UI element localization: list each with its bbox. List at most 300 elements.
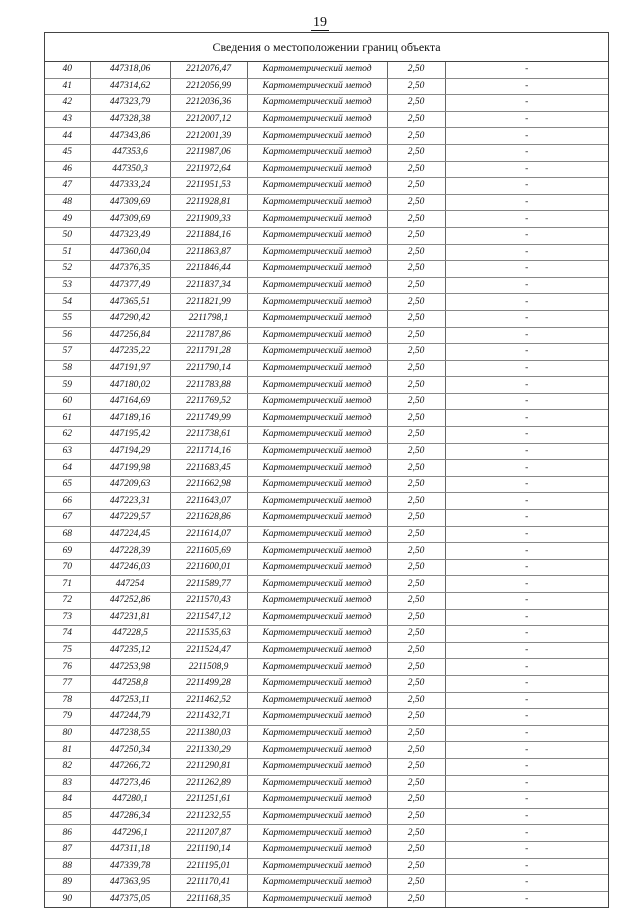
method-cell: Картометрический метод [247,78,387,95]
x-coordinate-cell: 447296,1 [90,825,170,842]
description-cell: - [445,310,608,327]
description-cell: - [445,294,608,311]
y-coordinate-cell: 2211499,28 [170,675,247,692]
table-row [45,443,608,460]
method-cell: Картометрический метод [247,775,387,792]
accuracy-cell: 2,50 [387,393,445,410]
y-coordinate-cell: 2211605,69 [170,543,247,560]
point-number-cell: 69 [45,543,90,560]
x-coordinate-cell: 447224,45 [90,526,170,543]
method-cell: Картометрический метод [247,344,387,361]
table-row [45,144,608,161]
description-cell: - [445,493,608,510]
coordinates-table-body [45,62,608,907]
x-coordinate-cell: 447195,42 [90,427,170,444]
accuracy-cell: 2,50 [387,775,445,792]
table-row [45,344,608,361]
y-coordinate-cell: 2211170,41 [170,875,247,892]
method-cell: Картометрический метод [247,709,387,726]
y-coordinate-cell: 2211643,07 [170,493,247,510]
table-row [45,593,608,610]
accuracy-cell: 2,50 [387,543,445,560]
method-cell: Картометрический метод [247,725,387,742]
table-row [45,559,608,576]
accuracy-cell: 2,50 [387,62,445,78]
table-title: Сведения о местоположении границ объекта [45,33,608,62]
table-row [45,62,608,78]
point-number-cell: 61 [45,410,90,427]
accuracy-cell: 2,50 [387,808,445,825]
y-coordinate-cell: 2211863,87 [170,244,247,261]
accuracy-cell: 2,50 [387,825,445,842]
coordinates-table [45,62,608,907]
accuracy-cell: 2,50 [387,476,445,493]
description-cell: - [445,742,608,759]
y-coordinate-cell: 2211928,81 [170,194,247,211]
table-row [45,493,608,510]
accuracy-cell: 2,50 [387,360,445,377]
description-cell: - [445,211,608,228]
description-cell: - [445,277,608,294]
accuracy-cell: 2,50 [387,725,445,742]
y-coordinate-cell: 2211821,99 [170,294,247,311]
method-cell: Картометрический метод [247,128,387,145]
x-coordinate-cell: 447266,72 [90,758,170,775]
x-coordinate-cell: 447333,24 [90,178,170,195]
description-cell: - [445,576,608,593]
description-cell: - [445,758,608,775]
accuracy-cell: 2,50 [387,194,445,211]
y-coordinate-cell: 2211798,1 [170,310,247,327]
table-row [45,659,608,676]
method-cell: Картометрический метод [247,692,387,709]
y-coordinate-cell: 2211547,12 [170,609,247,626]
table-row [45,675,608,692]
accuracy-cell: 2,50 [387,78,445,95]
accuracy-cell: 2,50 [387,493,445,510]
accuracy-cell: 2,50 [387,758,445,775]
method-cell: Картометрический метод [247,460,387,477]
accuracy-cell: 2,50 [387,792,445,809]
table-row [45,227,608,244]
x-coordinate-cell: 447309,69 [90,211,170,228]
y-coordinate-cell: 2211787,86 [170,327,247,344]
x-coordinate-cell: 447252,86 [90,593,170,610]
point-number-cell: 60 [45,393,90,410]
point-number-cell: 40 [45,62,90,78]
table-row [45,327,608,344]
point-number-cell: 43 [45,111,90,128]
x-coordinate-cell: 447253,11 [90,692,170,709]
y-coordinate-cell: 2211207,87 [170,825,247,842]
description-cell: - [445,526,608,543]
y-coordinate-cell: 2211535,63 [170,626,247,643]
point-number-cell: 88 [45,858,90,875]
accuracy-cell: 2,50 [387,709,445,726]
x-coordinate-cell: 447164,69 [90,393,170,410]
x-coordinate-cell: 447235,22 [90,344,170,361]
table-row [45,476,608,493]
x-coordinate-cell: 447189,16 [90,410,170,427]
description-cell: - [445,609,608,626]
accuracy-cell: 2,50 [387,178,445,195]
method-cell: Картометрический метод [247,277,387,294]
method-cell: Картометрический метод [247,111,387,128]
x-coordinate-cell: 447375,05 [90,891,170,907]
y-coordinate-cell: 2211432,71 [170,709,247,726]
point-number-cell: 79 [45,709,90,726]
table-row [45,393,608,410]
point-number-cell: 44 [45,128,90,145]
table-row [45,792,608,809]
accuracy-cell: 2,50 [387,675,445,692]
method-cell: Картометрический метод [247,626,387,643]
x-coordinate-cell: 447377,49 [90,277,170,294]
point-number-cell: 84 [45,792,90,809]
table-row [45,808,608,825]
method-cell: Картометрический метод [247,742,387,759]
page-number [0,15,640,31]
method-cell: Картометрический метод [247,327,387,344]
point-number-cell: 54 [45,294,90,311]
x-coordinate-cell: 447363,95 [90,875,170,892]
description-cell: - [445,393,608,410]
accuracy-cell: 2,50 [387,310,445,327]
y-coordinate-cell: 2211909,33 [170,211,247,228]
accuracy-cell: 2,50 [387,294,445,311]
method-cell: Картометрический метод [247,758,387,775]
accuracy-cell: 2,50 [387,410,445,427]
x-coordinate-cell: 447353,6 [90,144,170,161]
description-cell: - [445,78,608,95]
y-coordinate-cell: 2211662,98 [170,476,247,493]
table-row [45,742,608,759]
accuracy-cell: 2,50 [387,377,445,394]
point-number-cell: 42 [45,95,90,112]
table-row [45,427,608,444]
accuracy-cell: 2,50 [387,161,445,178]
description-cell: - [445,692,608,709]
point-number-cell: 83 [45,775,90,792]
method-cell: Картометрический метод [247,526,387,543]
y-coordinate-cell: 2211683,45 [170,460,247,477]
table-row [45,244,608,261]
point-number-cell: 52 [45,261,90,278]
accuracy-cell: 2,50 [387,626,445,643]
y-coordinate-cell: 2211168,35 [170,891,247,907]
method-cell: Картометрический метод [247,891,387,907]
table-row [45,377,608,394]
description-cell: - [445,360,608,377]
point-number-cell: 74 [45,626,90,643]
method-cell: Картометрический метод [247,493,387,510]
point-number-cell: 63 [45,443,90,460]
method-cell: Картометрический метод [247,825,387,842]
point-number-cell: 80 [45,725,90,742]
table-row [45,510,608,527]
x-coordinate-cell: 447238,55 [90,725,170,742]
accuracy-cell: 2,50 [387,144,445,161]
point-number-cell: 90 [45,891,90,907]
x-coordinate-cell: 447273,46 [90,775,170,792]
method-cell: Картометрический метод [247,427,387,444]
accuracy-cell: 2,50 [387,609,445,626]
table-row [45,310,608,327]
point-number-cell: 85 [45,808,90,825]
description-cell: - [445,178,608,195]
accuracy-cell: 2,50 [387,642,445,659]
table-row [45,128,608,145]
x-coordinate-cell: 447229,57 [90,510,170,527]
method-cell: Картометрический метод [247,310,387,327]
description-cell: - [445,808,608,825]
method-cell: Картометрический метод [247,95,387,112]
y-coordinate-cell: 2212036,36 [170,95,247,112]
point-number-cell: 50 [45,227,90,244]
table-row [45,460,608,477]
y-coordinate-cell: 2211330,29 [170,742,247,759]
point-number-cell: 68 [45,526,90,543]
y-coordinate-cell: 2211195,01 [170,858,247,875]
x-coordinate-cell: 447350,3 [90,161,170,178]
accuracy-cell: 2,50 [387,227,445,244]
y-coordinate-cell: 2211570,43 [170,593,247,610]
table-row [45,758,608,775]
method-cell: Картометрический метод [247,244,387,261]
x-coordinate-cell: 447280,1 [90,792,170,809]
table-row [45,725,608,742]
x-coordinate-cell: 447339,78 [90,858,170,875]
point-number-cell: 72 [45,593,90,610]
method-cell: Картометрический метод [247,858,387,875]
description-cell: - [445,725,608,742]
table-row [45,858,608,875]
table-row [45,111,608,128]
y-coordinate-cell: 2211987,06 [170,144,247,161]
accuracy-cell: 2,50 [387,111,445,128]
x-coordinate-cell: 447246,03 [90,559,170,576]
table-row [45,410,608,427]
method-cell: Картометрический метод [247,841,387,858]
x-coordinate-cell: 447318,06 [90,62,170,78]
point-number-cell: 66 [45,493,90,510]
description-cell: - [445,775,608,792]
description-cell: - [445,841,608,858]
point-number-cell: 73 [45,609,90,626]
method-cell: Картометрический метод [247,609,387,626]
point-number-cell: 58 [45,360,90,377]
y-coordinate-cell: 2211790,14 [170,360,247,377]
point-number-cell: 55 [45,310,90,327]
method-cell: Картометрический метод [247,593,387,610]
table-row [45,609,608,626]
description-cell: - [445,344,608,361]
point-number-cell: 75 [45,642,90,659]
x-coordinate-cell: 447290,42 [90,310,170,327]
accuracy-cell: 2,50 [387,95,445,112]
x-coordinate-cell: 447258,8 [90,675,170,692]
x-coordinate-cell: 447223,31 [90,493,170,510]
table-row [45,825,608,842]
description-cell: - [445,476,608,493]
point-number-cell: 57 [45,344,90,361]
y-coordinate-cell: 2211251,61 [170,792,247,809]
table-row [45,211,608,228]
point-number-cell: 47 [45,178,90,195]
method-cell: Картометрический метод [247,808,387,825]
description-cell: - [445,559,608,576]
point-number-cell: 76 [45,659,90,676]
point-number-cell: 59 [45,377,90,394]
accuracy-cell: 2,50 [387,875,445,892]
description-cell: - [445,510,608,527]
accuracy-cell: 2,50 [387,327,445,344]
x-coordinate-cell: 447244,79 [90,709,170,726]
table-row [45,178,608,195]
accuracy-cell: 2,50 [387,692,445,709]
accuracy-cell: 2,50 [387,261,445,278]
description-cell: - [445,443,608,460]
y-coordinate-cell: 2211262,89 [170,775,247,792]
x-coordinate-cell: 447250,34 [90,742,170,759]
x-coordinate-cell: 447376,35 [90,261,170,278]
x-coordinate-cell: 447323,49 [90,227,170,244]
description-cell: - [445,128,608,145]
method-cell: Картометрический метод [247,227,387,244]
point-number-cell: 87 [45,841,90,858]
table-row [45,775,608,792]
description-cell: - [445,460,608,477]
accuracy-cell: 2,50 [387,443,445,460]
x-coordinate-cell: 447365,51 [90,294,170,311]
accuracy-cell: 2,50 [387,841,445,858]
y-coordinate-cell: 2211380,03 [170,725,247,742]
description-cell: - [445,111,608,128]
y-coordinate-cell: 2211714,16 [170,443,247,460]
table-row [45,526,608,543]
y-coordinate-cell: 2211791,28 [170,344,247,361]
table-row [45,161,608,178]
accuracy-cell: 2,50 [387,427,445,444]
accuracy-cell: 2,50 [387,659,445,676]
point-number-cell: 41 [45,78,90,95]
method-cell: Картометрический метод [247,543,387,560]
x-coordinate-cell: 447253,98 [90,659,170,676]
x-coordinate-cell: 447191,97 [90,360,170,377]
y-coordinate-cell: 2211884,16 [170,227,247,244]
y-coordinate-cell: 2212056,99 [170,78,247,95]
y-coordinate-cell: 2211837,34 [170,277,247,294]
x-coordinate-cell: 447311,18 [90,841,170,858]
y-coordinate-cell: 2211614,07 [170,526,247,543]
x-coordinate-cell: 447235,12 [90,642,170,659]
y-coordinate-cell: 2211508,9 [170,659,247,676]
table-row [45,692,608,709]
table-row [45,576,608,593]
point-number-cell: 67 [45,510,90,527]
x-coordinate-cell: 447194,29 [90,443,170,460]
description-cell: - [445,261,608,278]
y-coordinate-cell: 2211600,01 [170,559,247,576]
description-cell: - [445,709,608,726]
description-cell: - [445,62,608,78]
x-coordinate-cell: 447343,86 [90,128,170,145]
accuracy-cell: 2,50 [387,510,445,527]
description-cell: - [445,675,608,692]
point-number-cell: 65 [45,476,90,493]
y-coordinate-cell: 2211628,86 [170,510,247,527]
description-cell: - [445,95,608,112]
method-cell: Картометрический метод [247,360,387,377]
table-row [45,841,608,858]
page-number-text: 19 [313,15,327,30]
method-cell: Картометрический метод [247,161,387,178]
method-cell: Картометрический метод [247,675,387,692]
description-cell: - [445,626,608,643]
x-coordinate-cell: 447180,02 [90,377,170,394]
x-coordinate-cell: 447286,34 [90,808,170,825]
method-cell: Картометрический метод [247,559,387,576]
x-coordinate-cell: 447309,69 [90,194,170,211]
description-cell: - [445,858,608,875]
point-number-cell: 56 [45,327,90,344]
method-cell: Картометрический метод [247,576,387,593]
y-coordinate-cell: 2212076,47 [170,62,247,78]
description-cell: - [445,410,608,427]
boundary-table-frame [44,32,609,908]
y-coordinate-cell: 2211846,44 [170,261,247,278]
description-cell: - [445,543,608,560]
point-number-cell: 82 [45,758,90,775]
accuracy-cell: 2,50 [387,344,445,361]
description-cell: - [445,244,608,261]
point-number-cell: 86 [45,825,90,842]
method-cell: Картометрический метод [247,194,387,211]
point-number-cell: 81 [45,742,90,759]
method-cell: Картометрический метод [247,642,387,659]
method-cell: Картометрический метод [247,476,387,493]
table-row [45,95,608,112]
point-number-cell: 48 [45,194,90,211]
method-cell: Картометрический метод [247,410,387,427]
description-cell: - [445,875,608,892]
x-coordinate-cell: 447328,38 [90,111,170,128]
point-number-cell: 64 [45,460,90,477]
x-coordinate-cell: 447228,39 [90,543,170,560]
y-coordinate-cell: 2211232,55 [170,808,247,825]
x-coordinate-cell: 447228,5 [90,626,170,643]
description-cell: - [445,792,608,809]
description-cell: - [445,427,608,444]
method-cell: Картометрический метод [247,144,387,161]
y-coordinate-cell: 2211769,52 [170,393,247,410]
accuracy-cell: 2,50 [387,576,445,593]
description-cell: - [445,377,608,394]
point-number-cell: 45 [45,144,90,161]
y-coordinate-cell: 2212007,12 [170,111,247,128]
x-coordinate-cell: 447209,63 [90,476,170,493]
y-coordinate-cell: 2211972,64 [170,161,247,178]
y-coordinate-cell: 2211738,61 [170,427,247,444]
method-cell: Картометрический метод [247,211,387,228]
accuracy-cell: 2,50 [387,742,445,759]
point-number-cell: 78 [45,692,90,709]
x-coordinate-cell: 447199,98 [90,460,170,477]
description-cell: - [445,642,608,659]
table-row [45,626,608,643]
y-coordinate-cell: 2211589,77 [170,576,247,593]
x-coordinate-cell: 447323,79 [90,95,170,112]
